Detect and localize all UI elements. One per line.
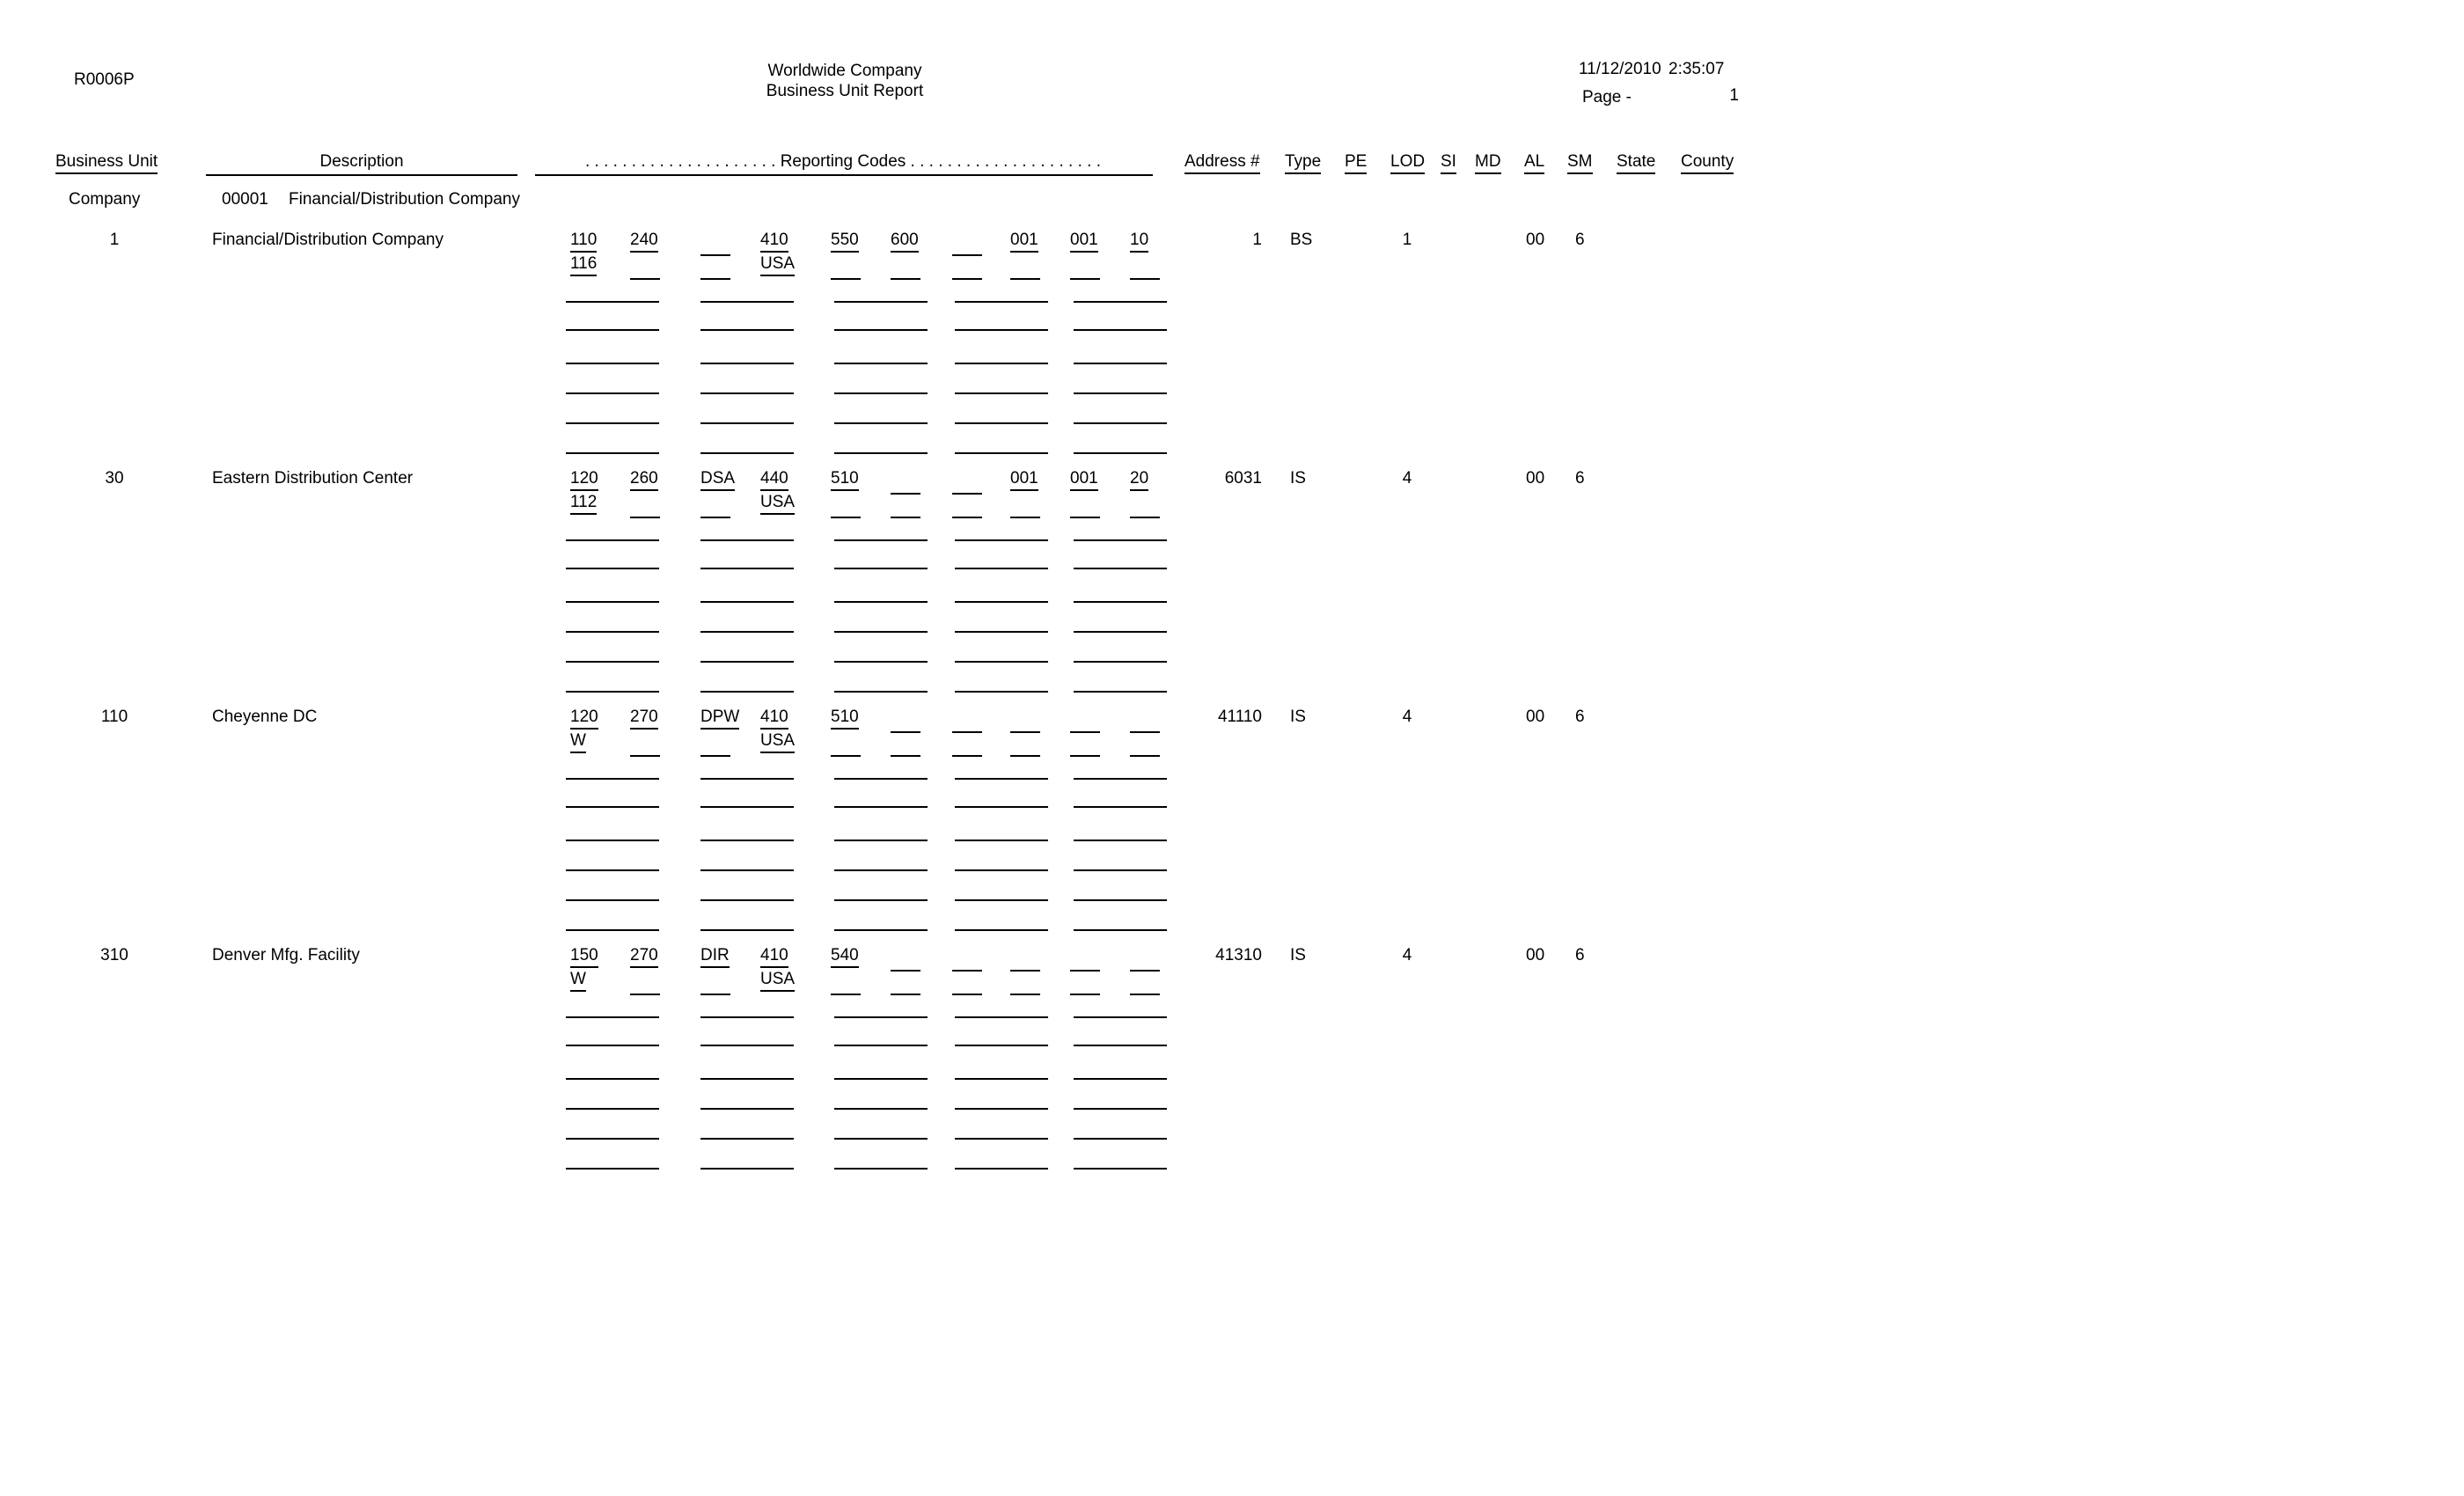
reporting-code-rule [1074,1078,1167,1080]
reporting-code: 10 [1130,231,1148,253]
reporting-code-rule [566,301,659,303]
reporting-code-rule [700,452,794,454]
reporting-code: DPW [700,708,739,730]
reporting-code-rule [1074,929,1167,931]
reporting-code-rule [566,1016,659,1018]
row-address: 6031 [1224,469,1262,488]
reporting-code-rule [700,1168,794,1170]
reporting-code-rule [955,778,1048,780]
reporting-code-rule [1074,1168,1167,1170]
reporting-code-blank [630,278,660,280]
reporting-code-blank [1010,994,1040,995]
reporting-code: 20 [1130,469,1148,491]
reporting-code-blank [700,755,730,757]
row-sm: 6 [1575,231,1585,249]
reporting-code: USA [760,731,795,753]
reporting-code-blank [952,755,982,757]
row-type: BS [1290,231,1313,249]
reporting-code-rule [834,899,928,901]
row-type: IS [1290,708,1306,726]
reporting-code-blank [952,517,982,518]
reporting-code-rule [955,869,1048,871]
row-business-unit: 310 [100,946,128,964]
reporting-code: 240 [630,231,658,253]
reporting-code-blank [1130,517,1160,518]
reporting-code: USA [760,970,795,992]
reporting-code-blank [1010,731,1040,733]
reporting-code-rule [700,392,794,394]
row-address: 1 [1252,231,1262,249]
reporting-code: 112 [570,493,597,515]
reporting-code: 550 [831,231,859,253]
reporting-code: 001 [1070,469,1098,491]
reporting-code: 001 [1070,231,1098,253]
col-sm: SM [1567,152,1593,174]
company-label: Company [69,190,141,209]
reporting-code-rule [834,568,928,569]
reporting-code-rule [834,929,928,931]
row-business-unit: 30 [105,469,124,488]
reporting-codes-underline [535,174,1153,176]
reporting-code-rule [566,1138,659,1140]
reporting-code: 001 [1010,469,1038,491]
reporting-code: DSA [700,469,735,491]
row-description: Denver Mfg. Facility [212,946,360,964]
col-al: AL [1524,152,1544,174]
row-description: Cheyenne DC [212,708,318,726]
row-lod: 1 [1402,231,1412,249]
reporting-code-rule [834,363,928,364]
reporting-code-blank [1070,970,1100,972]
reporting-code-rule [955,1016,1048,1018]
reporting-code-rule [700,661,794,663]
reporting-code-blank [831,278,861,280]
company-title: Worldwide Company [767,62,922,80]
run-date: 11/12/2010 [1579,60,1661,78]
reporting-code-rule [566,422,659,424]
col-si: SI [1441,152,1456,174]
reporting-code-rule [955,452,1048,454]
reporting-code-rule [834,778,928,780]
row-al: 00 [1526,708,1545,726]
reporting-code-blank [891,493,920,495]
reporting-code-rule [700,329,794,331]
reporting-code: DIR [700,946,730,968]
reporting-code: 001 [1010,231,1038,253]
reporting-code-rule [955,392,1048,394]
reporting-code-rule [700,1108,794,1110]
reporting-code-rule [1074,899,1167,901]
row-sm: 6 [1575,946,1585,964]
reporting-code-rule [566,869,659,871]
reporting-code-rule [1074,1016,1167,1018]
reporting-code-blank [1010,755,1040,757]
reporting-code-blank [700,278,730,280]
reporting-code-rule [700,869,794,871]
reporting-code-rule [1074,1045,1167,1046]
reporting-code-blank [1130,731,1160,733]
reporting-code-rule [834,1168,928,1170]
reporting-code-rule [700,929,794,931]
reporting-code-rule [1074,840,1167,841]
reporting-code-rule [700,899,794,901]
report-title: Business Unit Report [766,82,924,100]
reporting-code: 270 [630,946,658,968]
reporting-code-rule [700,778,794,780]
reporting-code-rule [834,661,928,663]
reporting-code-rule [700,363,794,364]
reporting-code-rule [1074,422,1167,424]
reporting-code-rule [834,392,928,394]
reporting-code-rule [566,329,659,331]
reporting-code-rule [566,452,659,454]
reporting-code-rule [1074,363,1167,364]
col-pe: PE [1345,152,1367,174]
reporting-code: 150 [570,946,598,968]
reporting-code-blank [831,994,861,995]
reporting-code-rule [955,568,1048,569]
reporting-code-rule [566,363,659,364]
col-state: State [1617,152,1655,174]
reporting-code-blank [952,493,982,495]
reporting-code-blank [891,731,920,733]
reporting-code-rule [1074,452,1167,454]
reporting-code-rule [1074,691,1167,693]
reporting-code-blank [831,755,861,757]
page-label: Page - [1582,88,1632,106]
reporting-code-rule [700,691,794,693]
row-type: IS [1290,946,1306,964]
reporting-code-rule [955,539,1048,541]
reporting-code-blank [952,731,982,733]
reporting-code-rule [834,301,928,303]
col-type: Type [1285,152,1321,174]
reporting-code-rule [955,1045,1048,1046]
reporting-code: W [570,970,586,992]
reporting-code-rule [566,1108,659,1110]
reporting-code-rule [1074,1138,1167,1140]
reporting-code: 120 [570,469,598,491]
reporting-code-rule [1074,631,1167,633]
reporting-code-blank [1010,517,1040,518]
reporting-code-rule [566,691,659,693]
run-time: 2:35:07 [1668,60,1725,78]
reporting-code-rule [566,840,659,841]
row-address: 41310 [1215,946,1262,964]
row-al: 00 [1526,469,1545,488]
reporting-code-rule [834,329,928,331]
reporting-code-rule [1074,661,1167,663]
row-description: Financial/Distribution Company [212,231,444,249]
reporting-code: 540 [831,946,859,968]
reporting-code: USA [760,493,795,515]
reporting-code-rule [955,329,1048,331]
reporting-code: 270 [630,708,658,730]
reporting-code-rule [566,1045,659,1046]
reporting-code: USA [760,254,795,276]
reporting-code-rule [1074,301,1167,303]
reporting-code-rule [834,452,928,454]
reporting-code-rule [834,1108,928,1110]
col-business-unit: Business Unit [55,152,158,174]
col-reporting-codes: . . . . . . . . . . . . . . . . . . . . . Reporting Codes . . . . . . . . . . . . . . . . . . . . . [584,152,1101,171]
reporting-code-rule [834,1078,928,1080]
reporting-code-rule [955,363,1048,364]
col-lod: LOD [1390,152,1425,174]
reporting-code-blank [952,970,982,972]
reporting-code-rule [566,568,659,569]
reporting-code-rule [834,601,928,603]
reporting-code-rule [1074,601,1167,603]
reporting-code-rule [1074,392,1167,394]
row-sm: 6 [1575,469,1585,488]
reporting-code-rule [700,1138,794,1140]
reporting-code-rule [566,392,659,394]
reporting-code-blank [1070,278,1100,280]
reporting-code: 110 [570,231,597,253]
reporting-code-blank [700,254,730,256]
reporting-code-rule [700,631,794,633]
col-address: Address # [1184,152,1260,174]
reporting-code-rule [1074,806,1167,808]
reporting-code-rule [955,1138,1048,1140]
reporting-code-rule [700,806,794,808]
reporting-code-rule [955,929,1048,931]
reporting-code-rule [1074,329,1167,331]
reporting-code-blank [700,994,730,995]
row-sm: 6 [1575,708,1585,726]
reporting-code-rule [700,568,794,569]
row-type: IS [1290,469,1306,488]
reporting-code-blank [630,755,660,757]
reporting-code-rule [955,691,1048,693]
reporting-code-rule [955,1078,1048,1080]
reporting-code: 410 [760,946,788,968]
reporting-code-rule [955,601,1048,603]
reporting-code-rule [566,1078,659,1080]
reporting-code-blank [1130,755,1160,757]
col-county: County [1681,152,1734,174]
reporting-code-rule [1074,568,1167,569]
reporting-code-blank [891,517,920,518]
page-number: 1 [1729,86,1739,105]
row-address: 41110 [1217,708,1262,726]
reporting-code-rule [700,301,794,303]
reporting-code-rule [834,1016,928,1018]
reporting-code: W [570,731,586,753]
company-name: Financial/Distribution Company [289,190,520,209]
reporting-code-rule [700,1016,794,1018]
reporting-code-blank [1070,731,1100,733]
reporting-code: 440 [760,469,788,491]
program-id: R0006P [74,70,135,89]
reporting-code-rule [955,631,1048,633]
reporting-code-rule [955,422,1048,424]
reporting-code: 120 [570,708,598,730]
reporting-code: 410 [760,708,788,730]
row-al: 00 [1526,231,1545,249]
reporting-code-rule [1074,778,1167,780]
reporting-code-rule [834,422,928,424]
reporting-code-blank [1070,517,1100,518]
reporting-code-rule [566,778,659,780]
reporting-code-rule [700,601,794,603]
reporting-code-rule [834,806,928,808]
reporting-code-rule [834,1045,928,1046]
reporting-code-rule [566,929,659,931]
row-lod: 4 [1402,469,1412,488]
reporting-code-rule [566,661,659,663]
reporting-code-blank [1010,970,1040,972]
reporting-code-blank [1130,994,1160,995]
reporting-code-rule [700,1078,794,1080]
reporting-code: 410 [760,231,788,253]
reporting-code-blank [891,994,920,995]
reporting-code-blank [1070,755,1100,757]
reporting-code-blank [1130,278,1160,280]
col-md: MD [1475,152,1501,174]
reporting-code-rule [955,301,1048,303]
reporting-code-rule [566,1168,659,1170]
reporting-code-blank [952,254,982,256]
reporting-code-blank [1070,994,1100,995]
reporting-code-rule [834,869,928,871]
reporting-code-rule [566,631,659,633]
row-lod: 4 [1402,946,1412,964]
reporting-code-rule [700,840,794,841]
row-lod: 4 [1402,708,1412,726]
row-description: Eastern Distribution Center [212,469,414,488]
reporting-code-rule [955,840,1048,841]
reporting-code-blank [630,994,660,995]
reporting-code-blank [891,970,920,972]
reporting-code-blank [952,278,982,280]
reporting-code-rule [955,661,1048,663]
row-business-unit: 110 [100,708,128,726]
reporting-code: 510 [831,708,859,730]
reporting-code-rule [566,539,659,541]
reporting-code-blank [1010,278,1040,280]
description-underline [206,174,517,176]
reporting-code-rule [834,539,928,541]
reporting-code: 260 [630,469,658,491]
company-number: 00001 [222,190,268,209]
reporting-code-rule [834,1138,928,1140]
reporting-code-rule [566,899,659,901]
reporting-code-rule [955,1108,1048,1110]
reporting-code: 600 [891,231,919,253]
reporting-code-blank [700,517,730,518]
reporting-code-rule [955,1168,1048,1170]
reporting-code-blank [891,755,920,757]
reporting-code-rule [566,806,659,808]
reporting-code-rule [834,840,928,841]
reporting-code-rule [566,601,659,603]
reporting-code: 510 [831,469,859,491]
reporting-code-rule [1074,539,1167,541]
reporting-code-rule [834,691,928,693]
reporting-code-rule [700,1045,794,1046]
reporting-code: 116 [570,254,597,276]
reporting-code-rule [1074,869,1167,871]
reporting-code-rule [955,806,1048,808]
row-business-unit: 1 [109,231,120,249]
reporting-code-blank [831,517,861,518]
reporting-code-blank [891,278,920,280]
row-al: 00 [1526,946,1545,964]
reporting-code-blank [1130,970,1160,972]
col-description: Description [319,152,404,171]
reporting-code-rule [700,539,794,541]
reporting-code-rule [700,422,794,424]
reporting-code-blank [630,517,660,518]
reporting-code-rule [955,899,1048,901]
reporting-code-rule [834,631,928,633]
reporting-code-rule [1074,1108,1167,1110]
reporting-code-blank [952,994,982,995]
